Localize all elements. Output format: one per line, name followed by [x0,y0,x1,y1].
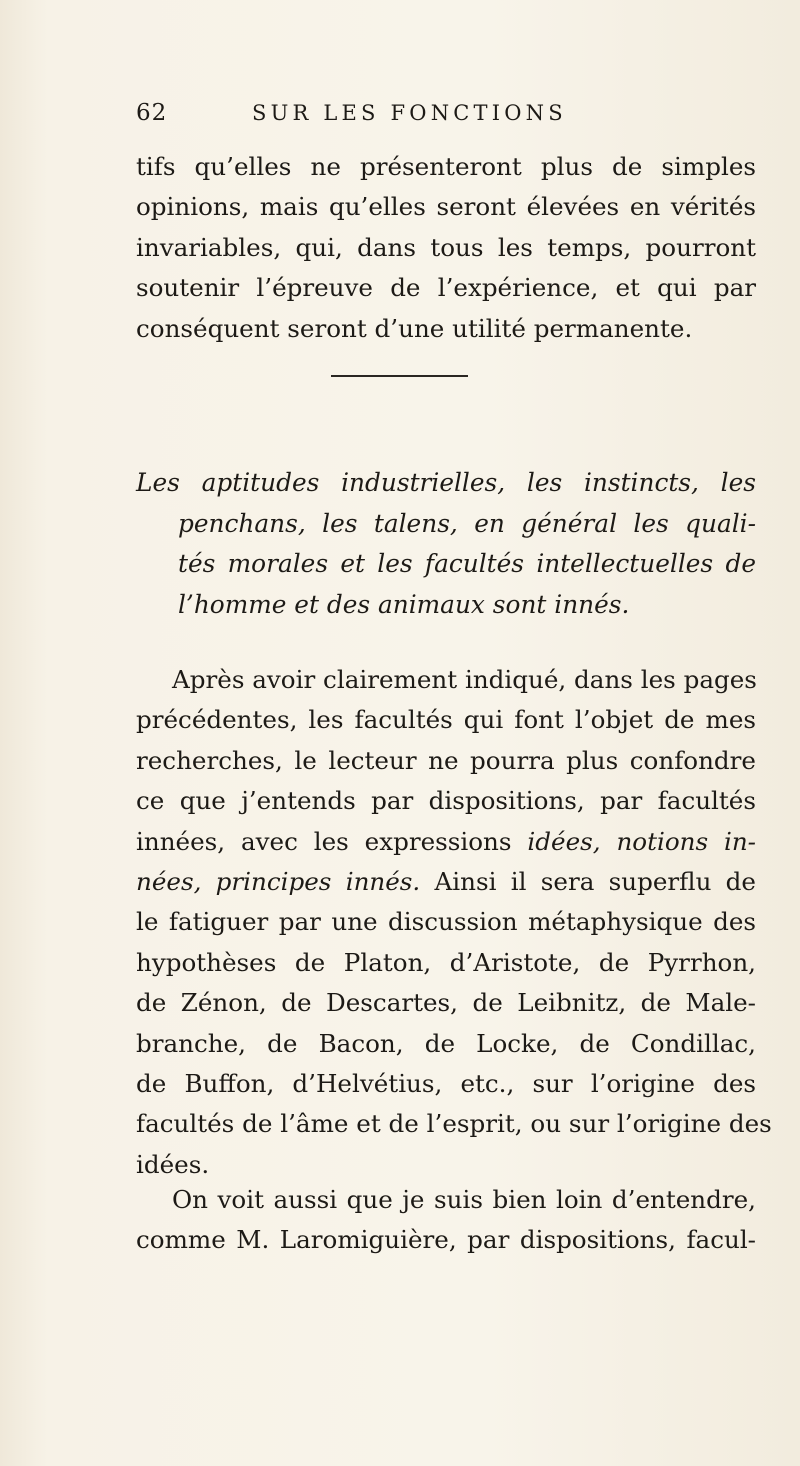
heading-line: penchans, les talens, en général les quali- [178,508,756,538]
text-line: précédentes, les facultés qui font l’objet de mes [136,705,756,735]
text-line: On voit aussi que je suis bien loin d’entendre, [172,1185,756,1214]
text-line: ce que j’entends par dispositions, par facultés [136,786,756,816]
italic-run: idées, notions in- [527,826,756,856]
text-line: soutenir l’épreuve de l’expérience, et qui par [136,273,756,303]
heading-line: Les aptitudes industrielles, les instincts, les [136,468,756,497]
text-line: recherches, le lecteur ne pourra plus confondre [136,745,756,775]
text-line: hypothèses de Platon, d’Aristote, de Pyrrhon, [136,947,756,977]
text-line: tifs qu’elles ne présenteront plus de simples [136,152,756,181]
text-line: facultés de l’âme et de l’esprit, ou sur l’origine des [136,1109,772,1139]
paragraph-3 [136,1180,756,1261]
text-line: invariables, qui, dans tous les temps, pourront [136,232,756,262]
page-number: 62 [136,100,168,126]
text-line: idées. [136,1149,210,1179]
paragraph-2 [136,660,772,1185]
text-line [136,822,756,862]
text-line: branche, de Bacon, de Locke, de Condillac, [136,1028,756,1058]
section-heading [136,463,756,625]
text-line: opinions, mais qu’elles seront élevées en vérités [136,192,756,222]
text-run: innées, avec les expressions [136,826,512,856]
text-line: comme M. Laromiguière, par dispositions, facul- [136,1225,756,1255]
page-header [136,100,696,134]
section-divider [331,375,468,377]
running-head: SUR LES FONCTIONS [252,101,567,125]
text-line: de Zénon, de Descartes, de Leibnitz, de Male- [136,988,756,1018]
text-line [136,862,756,902]
paragraph-1 [136,147,756,349]
text-line: le fatiguer par une discussion métaphysique des [136,907,756,937]
italic-run: nées, principes innés. [136,867,421,897]
text-line: de Buffon, d’Helvétius, etc., sur l’origine des [136,1069,756,1099]
heading-line: tés morales et les facultés intellectuelles de [178,549,756,579]
text-run: Ainsi il sera superflu de [434,867,756,897]
text-line: conséquent seront d’une utilité permanente. [136,313,693,343]
heading-line: l’homme et des animaux sont innés. [178,589,630,619]
text-line: Après avoir clairement indiqué, dans les pages [172,665,757,694]
